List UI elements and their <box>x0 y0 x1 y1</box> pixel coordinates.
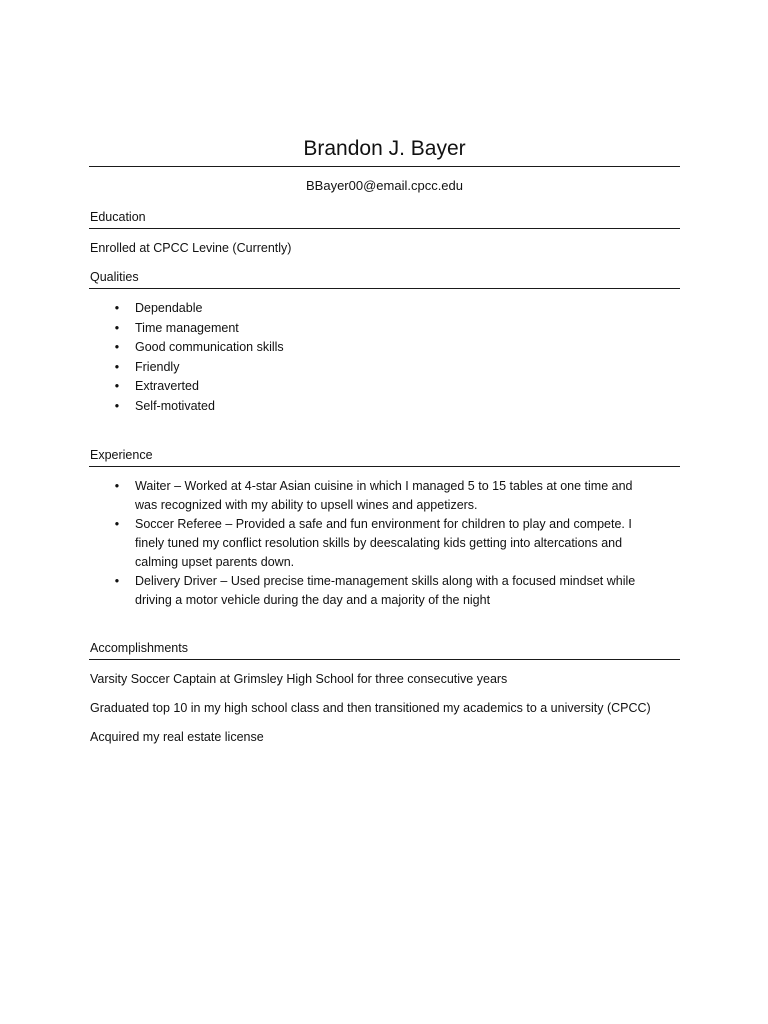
accomplishment-item: Graduated top 10 in my high school class and then transitioned my academics to a university (CPCC) <box>90 701 651 715</box>
accomplishment-item: Varsity Soccer Captain at Grimsley High School for three consecutive years <box>90 672 508 686</box>
education-entry: Enrolled at CPCC Levine (Currently) <box>90 241 292 255</box>
experience-list <box>89 477 680 610</box>
list-item <box>89 338 680 358</box>
name-divider <box>89 166 680 167</box>
bullet-icon: • <box>114 479 120 493</box>
bullet-icon: • <box>114 398 120 413</box>
experience-text: Waiter – Worked at 4-star Asian cuisine in which I managed 5 to 15 tables at one time and was recognized with my ability to upsell wines and appetizers. <box>135 479 633 512</box>
list-item <box>89 397 680 417</box>
quality-text: Friendly <box>135 359 180 374</box>
list-item <box>89 377 680 397</box>
accomplishments-divider <box>89 659 680 660</box>
list-item <box>89 572 680 610</box>
list-item <box>89 319 680 339</box>
resume-name: Brandon J. Bayer <box>303 137 466 160</box>
bullet-icon: • <box>114 379 120 393</box>
list-item <box>89 299 680 319</box>
qualities-list <box>89 299 680 416</box>
list-item <box>89 358 680 378</box>
quality-text: Extraverted <box>135 379 199 393</box>
education-divider <box>89 228 680 229</box>
accomplishment-item: Acquired my real estate license <box>90 730 264 744</box>
quality-text: Good communication skills <box>135 340 284 354</box>
bullet-icon: • <box>114 517 120 531</box>
bullet-icon: • <box>114 340 120 354</box>
quality-text: Self-motivated <box>135 398 215 413</box>
experience-text: Delivery Driver – Used precise time-management skills along with a focused mindset while driving a motor vehicle during the day and a majority of the night <box>135 574 636 607</box>
list-item <box>89 477 680 515</box>
email-address: BBayer00@email.cpcc.edu <box>306 178 463 193</box>
quality-text: Dependable <box>135 301 203 315</box>
bullet-icon: • <box>114 301 120 315</box>
qualities-divider <box>89 288 680 289</box>
experience-text: Soccer Referee – Provided a safe and fun environment for children to play and compete. I finely tuned my conflict resolution skills by deescalating kids getting into altercations and calming upset parents down. <box>135 517 632 569</box>
bullet-icon: • <box>114 320 120 335</box>
qualities-heading: Qualities <box>90 270 139 284</box>
quality-text: Time management <box>135 320 239 335</box>
experience-heading: Experience <box>90 448 153 462</box>
experience-divider <box>89 466 680 467</box>
accomplishments-heading: Accomplishments <box>90 641 188 655</box>
list-item <box>89 515 680 572</box>
education-heading: Education <box>90 210 146 224</box>
bullet-icon: • <box>114 574 120 588</box>
bullet-icon: • <box>114 359 120 374</box>
